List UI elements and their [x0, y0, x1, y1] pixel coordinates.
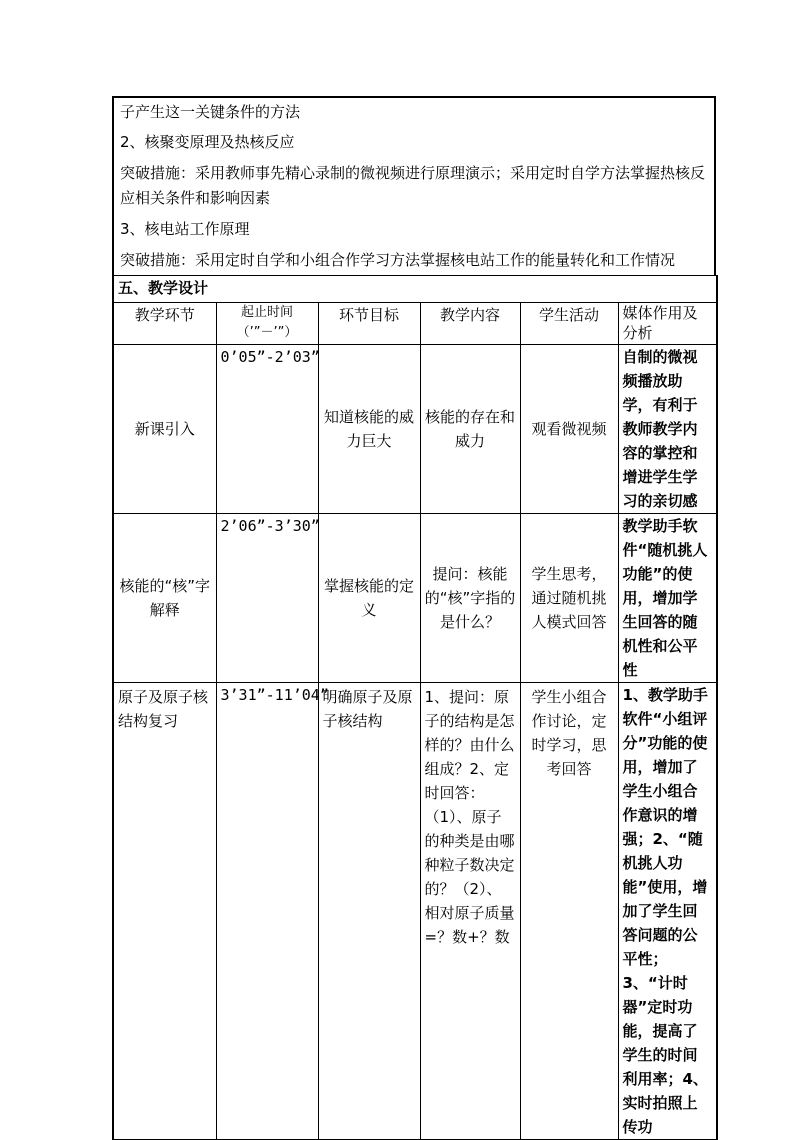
- content-cell: 1、提问：原子的结构是怎样的？由什么组成？2、定时回答：（1）、原子的种类是由哪种粒子数决定的？（2）、相对原子质量=？数+？数: [420, 683, 520, 1140]
- header-cell-media: 媒体作用及分析: [618, 303, 717, 345]
- text-line: 突破措施：采用教师事先精心录制的微视频进行原理演示；采用定时自学方法掌握热核反应相关条件和影响因素: [120, 164, 706, 207]
- media-cell: 自制的微视频播放助学，有利于教师教学内容的掌控和增进学生学习的亲切感: [618, 345, 717, 514]
- header-cell-goal: 环节目标: [318, 303, 420, 345]
- section-title: 五、教学设计: [113, 276, 717, 303]
- text-line: 3、核电站工作原理: [120, 220, 250, 238]
- stage-cell: 核能的“核”字解释: [113, 514, 216, 683]
- header-cell-content: 教学内容: [420, 303, 520, 345]
- content-cell: 核能的存在和威力: [420, 345, 520, 514]
- activity-cell: 观看微视频: [520, 345, 618, 514]
- goal-cell: 知道核能的威力巨大: [318, 345, 420, 514]
- table-row: [113, 683, 717, 1140]
- document-page: [112, 96, 716, 1140]
- text-line: 子产生这一关键条件的方法: [120, 103, 301, 121]
- media-cell: 1、教学助手软件“小组评分”功能的使用，增加了学生小组合作意识的增强；2、“随机挑人功能”使用，增加了学生回答问题的公平性；3、“计时器”定时功能，提高了学生的时间利用率；4、实时拍照上传功: [618, 683, 717, 1140]
- text-line: 2、核聚变原理及热核反应: [120, 133, 295, 151]
- media-cell: 教学助手软件“随机挑人功能”的使用，增加学生回答的随机性和公平性: [618, 514, 717, 683]
- stage-cell: 原子及原子核结构复习: [113, 683, 216, 1140]
- breakthrough-section: [112, 96, 716, 275]
- time-cell: 0’05”-2’03”: [216, 345, 318, 514]
- content-cell: 提问：核能的“核”字指的是什么？: [420, 514, 520, 683]
- goal-cell: 掌握核能的定义: [318, 514, 420, 683]
- text-line: 突破措施：采用定时自学和小组合作学习方法掌握核电站工作的能量转化和工作情况: [120, 251, 676, 269]
- header-cell-stage: 教学环节: [113, 303, 216, 345]
- stage-cell: 新课引入: [113, 345, 216, 514]
- header-cell-activity: 学生活动: [520, 303, 618, 345]
- section-title-row: [113, 276, 717, 303]
- time-cell: 2’06”-3’30”: [216, 514, 318, 683]
- goal-cell: 明确原子及原子核结构: [318, 683, 420, 1140]
- table-row: [113, 345, 717, 514]
- teaching-design-table: [112, 275, 718, 1140]
- table-row: [113, 514, 717, 683]
- activity-cell: 学生小组合作讨论，定时学习，思考回答: [520, 683, 618, 1140]
- table-header-row: [113, 303, 717, 345]
- activity-cell: 学生思考，通过随机挑人模式回答: [520, 514, 618, 683]
- header-cell-time: 起止时间（’”－’”）: [216, 303, 318, 345]
- time-cell: 3’31”-11’04”: [216, 683, 318, 1140]
